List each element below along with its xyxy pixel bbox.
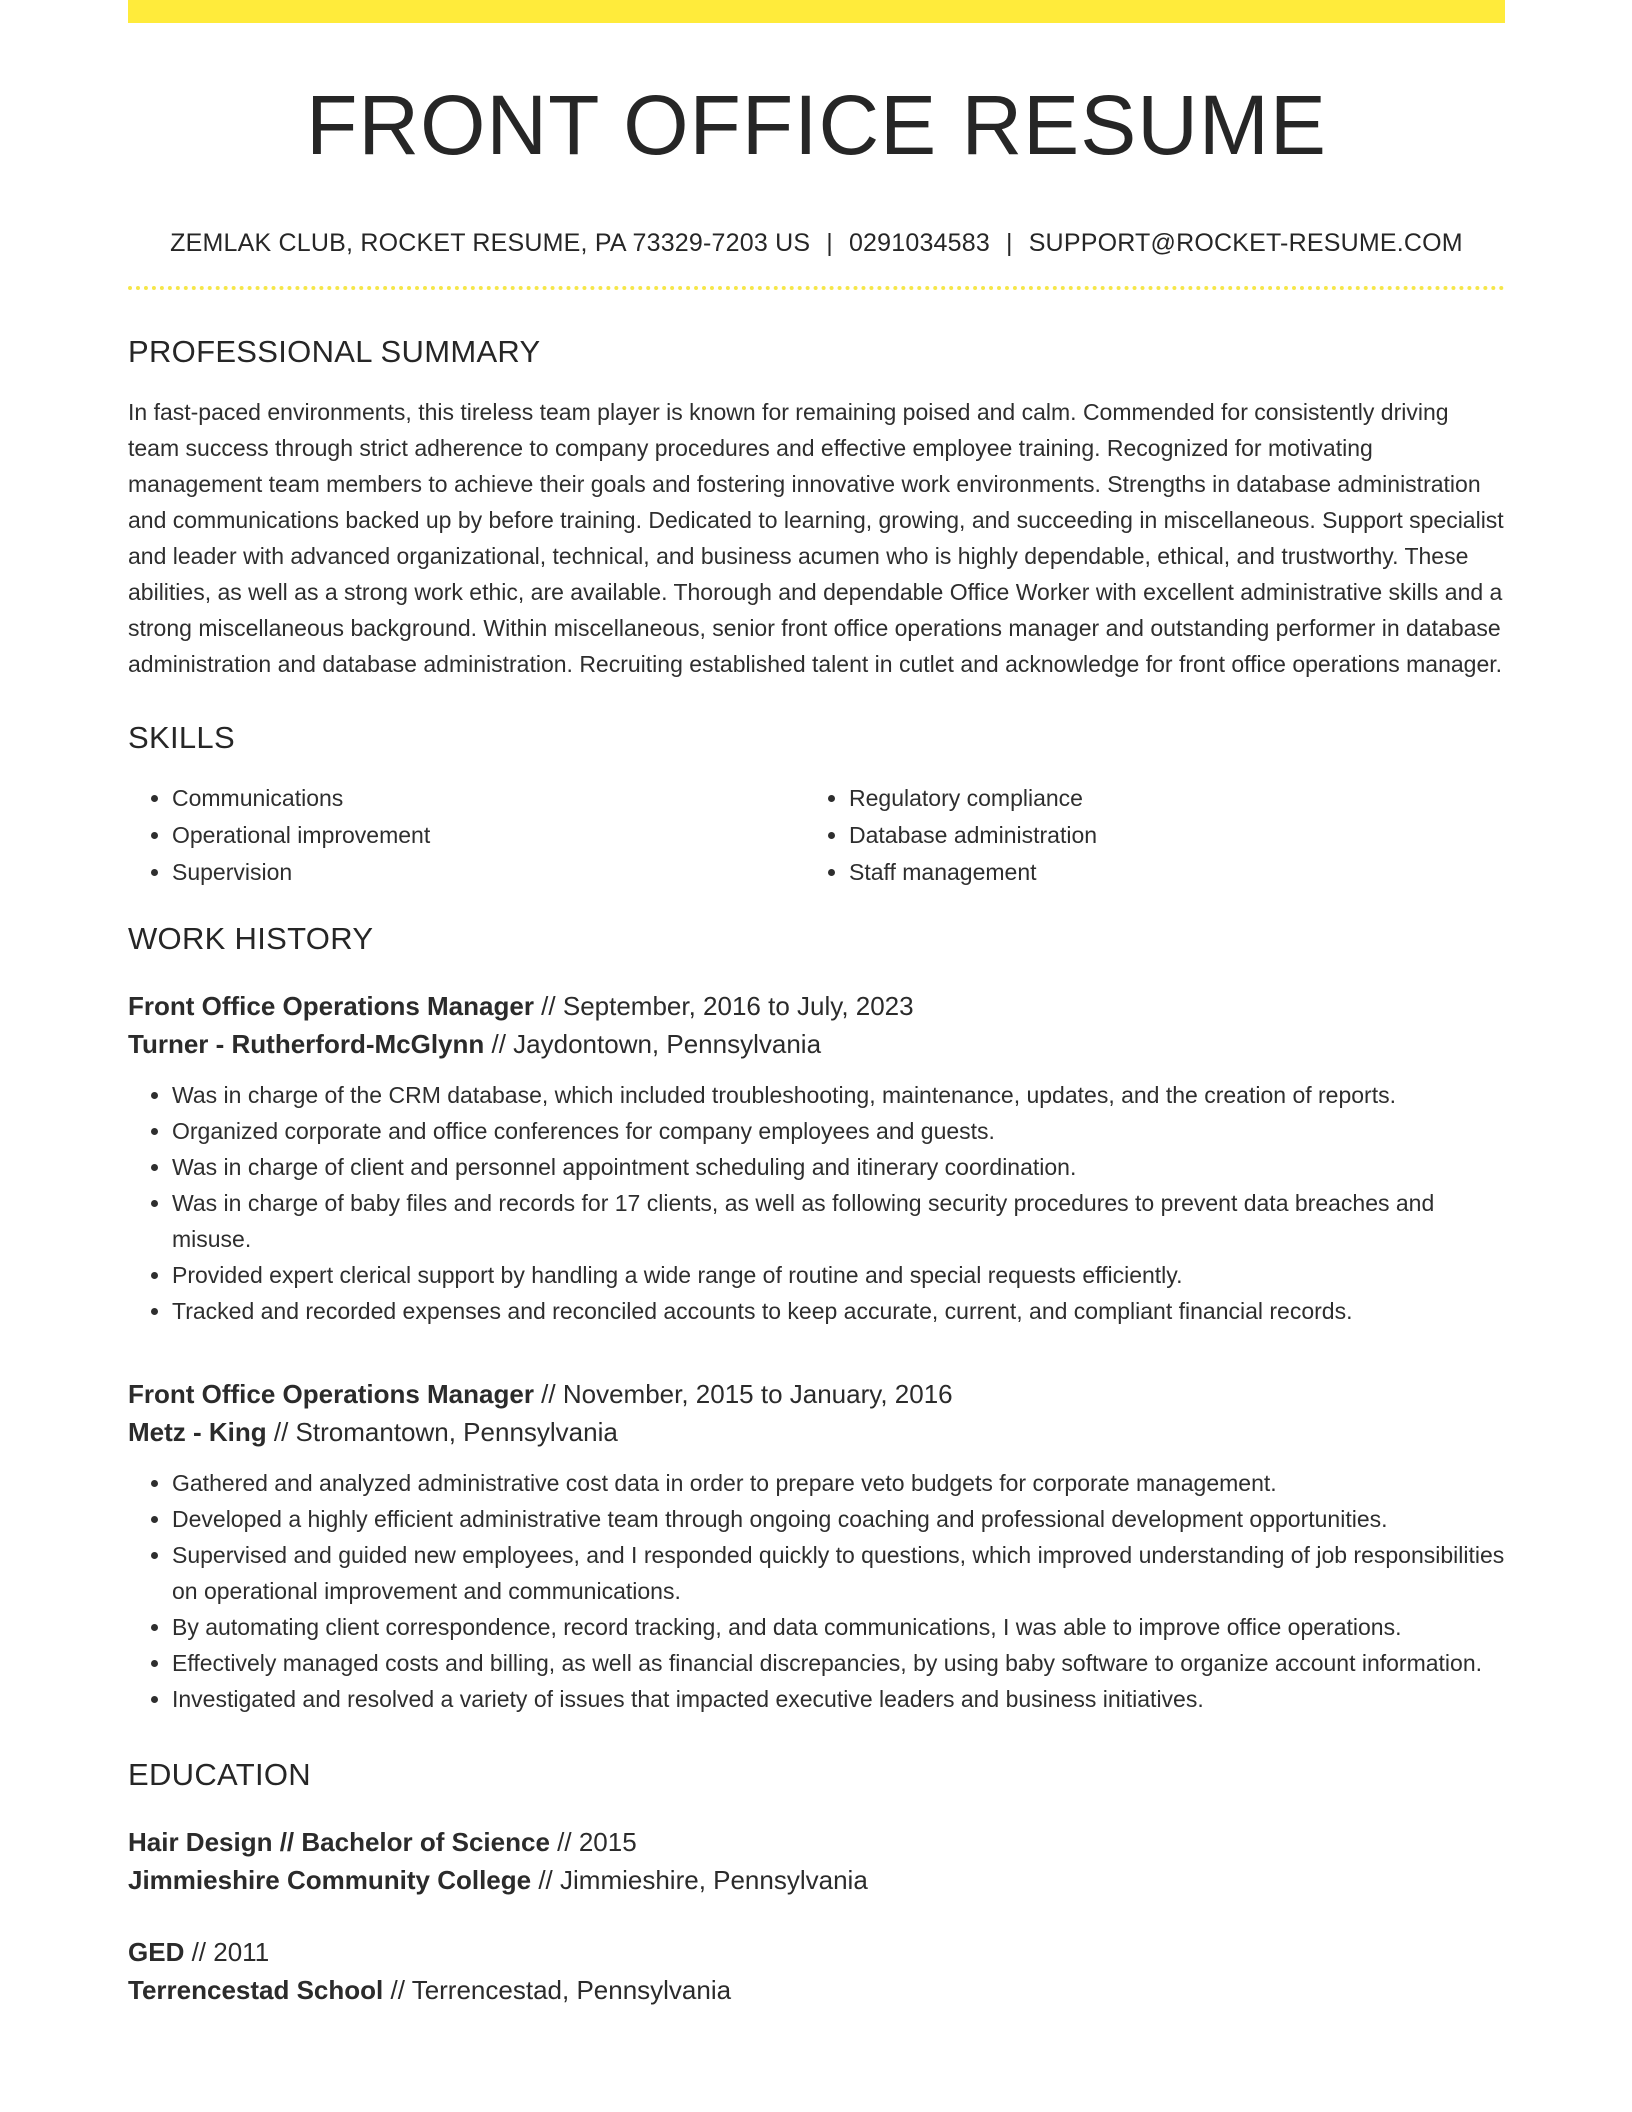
job-bullet: • Was in charge of the CRM database, which included troubleshooting, maintenance, updates, and the creation of reports.	[172, 1077, 1505, 1113]
skill-item: • Regulatory compliance	[849, 780, 1482, 817]
resume-page	[128, 0, 1505, 2009]
summary-text: In fast-paced environments, this tireless team player is known for remaining poised and calm. Commended for consistently driving team success through strict adherence to company procedures and effective employee training. Recognized for motivating management team members to achieve their goals and fostering innovative work environments. Strengths in database administration and communications backed up by before training. Dedicated to learning, growing, and succeeding in miscellaneous. Support specialist and leader with advanced organizational, technical, and business acumen who is highly dependable, ethical, and trustworthy. These abilities, as well as a strong work ethic, are available. Thorough and dependable Office Worker with excellent administrative skills and a strong miscellaneous background. Within miscellaneous, senior front office operations manager and outstanding performer in database administration and database administration. Recruiting established talent in cutlet and acknowledge for front office operations manager.	[128, 399, 1504, 677]
education-section	[128, 1757, 1505, 2009]
resume-title: FRONT OFFICE RESUME	[306, 78, 1327, 172]
education-school: Jimmieshire Community College	[128, 1865, 532, 1895]
education-degree-line	[128, 1933, 1505, 1971]
job-dates: // November, 2015 to January, 2016	[533, 1379, 953, 1409]
education-degree-line	[128, 1823, 1505, 1861]
skill-item: • Operational improvement	[172, 817, 805, 854]
job-entry	[128, 987, 1505, 1329]
job-role: Front Office Operations Manager	[128, 1379, 534, 1409]
skill-item: • Staff management	[849, 854, 1482, 891]
job-company: Metz - King	[128, 1417, 267, 1447]
address: ZEMLAK CLUB, ROCKET RESUME, PA 73329-7203 US	[170, 229, 811, 257]
email-link[interactable]: SUPPORT@ROCKET-RESUME.COM	[1028, 229, 1463, 257]
job-bullet: • By automating client correspondence, record tracking, and data communications, I was able to improve office operations.	[172, 1609, 1505, 1645]
job-bullet: • Effectively managed costs and billing, as well as financial discrepancies, by using baby software to organize account information.	[172, 1645, 1505, 1681]
skills-columns	[128, 780, 1505, 891]
job-bullets	[128, 1465, 1505, 1717]
education-degree: Hair Design // Bachelor of Science	[128, 1827, 550, 1857]
job-title-line	[128, 1375, 1505, 1413]
education-school-line	[128, 1861, 1505, 1899]
top-accent-bar	[128, 0, 1505, 23]
job-bullet: • Gathered and analyzed administrative cost data in order to prepare veto budgets for corporate management.	[172, 1465, 1505, 1501]
skills-section	[128, 720, 1505, 891]
contact-separator: |	[826, 229, 833, 257]
contact-line	[128, 229, 1505, 258]
job-bullet: • Supervised and guided new employees, and I responded quickly to questions, which improved understanding of job responsibilities on operational improvement and communications.	[172, 1537, 1505, 1609]
work-history-section	[128, 921, 1505, 1717]
section-heading-skills: SKILLS	[128, 720, 235, 755]
job-entry	[128, 1375, 1505, 1717]
job-bullet: • Investigated and resolved a variety of issues that impacted executive leaders and business initiatives.	[172, 1681, 1505, 1717]
skill-item: • Communications	[172, 780, 805, 817]
dotted-divider	[128, 286, 1505, 290]
job-location: // Stromantown, Pennsylvania	[266, 1417, 618, 1447]
job-location: // Jaydontown, Pennsylvania	[484, 1029, 822, 1059]
job-company-line	[128, 1413, 1505, 1451]
section-heading-summary: PROFESSIONAL SUMMARY	[128, 334, 541, 369]
education-location: // Terrencestad, Pennsylvania	[383, 1975, 732, 2005]
section-heading-education: EDUCATION	[128, 1757, 311, 1792]
job-bullet: • Provided expert clerical support by handling a wide range of routine and special requests efficiently.	[172, 1257, 1505, 1293]
education-year: // 2011	[184, 1937, 270, 1967]
job-bullet: • Was in charge of baby files and records for 17 clients, as well as following security procedures to prevent data breaches and misuse.	[172, 1185, 1505, 1257]
job-company-line	[128, 1025, 1505, 1063]
education-entry	[128, 1933, 1505, 2009]
summary-section	[128, 334, 1505, 682]
job-company: Turner - Rutherford-McGlynn	[128, 1029, 485, 1059]
phone: 0291034583	[848, 229, 990, 257]
job-bullet: • Developed a highly efficient administrative team through ongoing coaching and professional development opportunities.	[172, 1501, 1505, 1537]
job-bullet: • Organized corporate and office conferences for company employees and guests.	[172, 1113, 1505, 1149]
skills-list-right	[805, 780, 1482, 891]
section-heading-work: WORK HISTORY	[128, 921, 374, 956]
education-year: // 2015	[549, 1827, 637, 1857]
education-entry	[128, 1823, 1505, 1899]
education-degree: GED	[128, 1937, 185, 1967]
education-school-line	[128, 1971, 1505, 2009]
job-bullet: • Was in charge of client and personnel appointment scheduling and itinerary coordination.	[172, 1149, 1505, 1185]
job-bullet: • Tracked and recorded expenses and reconciled accounts to keep accurate, current, and compliant financial records.	[172, 1293, 1505, 1329]
skill-item: • Supervision	[172, 854, 805, 891]
contact-separator: |	[1005, 229, 1013, 257]
education-location: // Jimmieshire, Pennsylvania	[531, 1865, 868, 1895]
job-bullets	[128, 1077, 1505, 1329]
job-dates: // September, 2016 to July, 2023	[533, 991, 914, 1021]
job-title-line	[128, 987, 1505, 1025]
skill-item: • Database administration	[849, 817, 1482, 854]
education-school: Terrencestad School	[128, 1975, 384, 2005]
skills-list-left	[128, 780, 805, 891]
job-role: Front Office Operations Manager	[128, 991, 534, 1021]
